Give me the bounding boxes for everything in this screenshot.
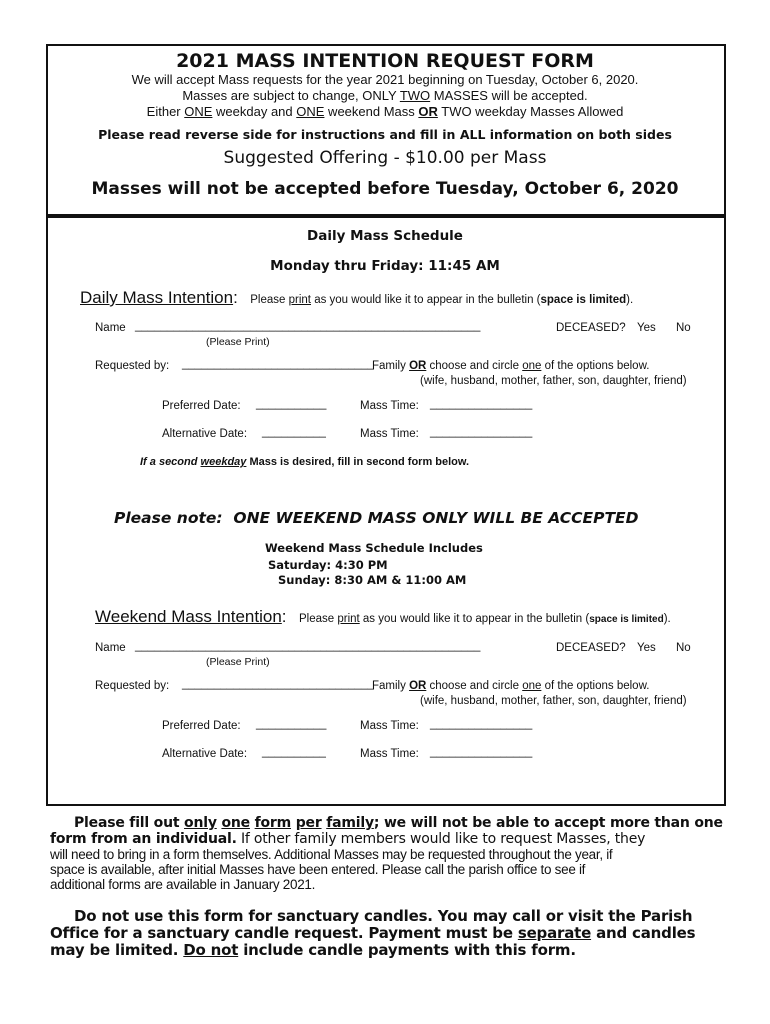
weekend-mass-time-label: Mass Time: xyxy=(360,720,419,732)
daily-requested-label: Requested by: xyxy=(95,360,170,372)
intro-line-3-part: Either xyxy=(146,104,185,119)
footer-p1-underline: only xyxy=(184,815,217,831)
weekend-family-part: choose and circle xyxy=(426,680,523,692)
daily-family-part: of the options below. xyxy=(541,360,650,372)
footer-p2-line2 xyxy=(50,924,695,942)
weekend-print-note-underline: print xyxy=(337,613,360,625)
daily-mass-time-field[interactable]: ________________ xyxy=(430,398,533,410)
daily-intention-colon: : xyxy=(233,288,238,307)
daily-please-print: (Please Print) xyxy=(206,336,270,348)
weekend-deceased-label: DECEASED? xyxy=(556,642,626,654)
footer-p2-line1: Do not use this form for sanctuary candles. You may call or visit the Parish xyxy=(74,907,693,925)
daily-print-note-part: Please xyxy=(250,294,289,306)
footer-p2-part: may be limited. xyxy=(50,941,184,959)
weekend-mass-time2-field[interactable]: ________________ xyxy=(430,746,533,758)
daily-print-note xyxy=(250,294,633,306)
weekend-family-or: OR xyxy=(409,680,427,692)
daily-family-part: choose and circle xyxy=(426,360,523,372)
footer-p1-underline: form xyxy=(254,815,292,831)
footer-p1-line1 xyxy=(74,815,723,831)
footer-p2-part: include candle payments with this form. xyxy=(238,941,576,959)
form-title: 2021 MASS INTENTION REQUEST FORM xyxy=(176,50,594,72)
weekend-preferred-date-label: Preferred Date: xyxy=(162,720,241,732)
intro-line-3-underline: ONE xyxy=(296,104,325,119)
weekend-requested-field[interactable]: ______________________________ xyxy=(182,678,374,690)
intro-line-3-part: weekday and xyxy=(212,104,297,119)
daily-family-or: OR xyxy=(409,360,427,372)
daily-name-field[interactable]: ______________________________________________________ xyxy=(135,320,481,332)
footer-p1-line2 xyxy=(50,831,645,847)
daily-alt-date-label: Alternative Date: xyxy=(162,428,248,440)
footer-p1-underline: per xyxy=(295,815,322,831)
footer-p1-line4: space is available, after initial Masses have been entered. Please call the parish office to see if xyxy=(50,862,586,877)
intro-line-2-part: MASSES will be accepted. xyxy=(430,88,588,103)
daily-preferred-date-field[interactable]: ___________ xyxy=(256,398,327,410)
weekend-preferred-date-field[interactable]: ___________ xyxy=(256,718,327,730)
footer-p1-rest: If other family members would like to request Masses, they xyxy=(236,831,646,847)
daily-family-part: Family xyxy=(372,360,410,372)
footer-p2-line3 xyxy=(50,941,576,959)
not-before-note: Masses will not be accepted before Tuesday, October 6, 2020 xyxy=(91,179,679,199)
intro-line-1: We will accept Mass requests for the year 2021 beginning on Tuesday, October 6, 2020. xyxy=(131,72,639,87)
intro-line-2-underline: TWO xyxy=(399,88,431,103)
weekend-note-caps: ONE WEEKEND MASS ONLY WILL BE ACCEPTED xyxy=(233,509,639,527)
daily-family-note xyxy=(372,360,649,372)
weekend-schedule-title: Weekend Mass Schedule Includes xyxy=(265,541,483,555)
intro-line-3 xyxy=(0,104,770,119)
intro-line-3-part: TWO weekday Masses Allowed xyxy=(437,104,624,119)
daily-print-note-part: as you would like it to appear in the bulletin ( xyxy=(311,294,541,306)
footer-p1-line5: additional forms are available in January 2021. xyxy=(50,877,316,892)
weekend-requested-label: Requested by: xyxy=(95,680,170,692)
daily-intention-heading-row xyxy=(80,288,633,308)
daily-requested-field[interactable]: ______________________________ xyxy=(182,358,374,370)
footer-p1-part: Please fill out xyxy=(74,815,185,831)
daily-schedule-title: Daily Mass Schedule xyxy=(307,228,463,244)
weekend-intention-colon: : xyxy=(281,607,287,626)
weekend-mass-time-field[interactable]: ________________ xyxy=(430,718,533,730)
weekend-note xyxy=(114,509,639,527)
weekend-print-note xyxy=(299,613,671,625)
weekend-family-note xyxy=(372,680,649,692)
footer-p2-underline: separate xyxy=(517,924,592,942)
weekend-note-label: Please note: xyxy=(114,509,223,527)
footer-p2-part: Office for a sanctuary candle request. Payment must be xyxy=(50,924,518,942)
daily-print-note-part: ). xyxy=(626,294,634,306)
weekend-print-note-part: Please xyxy=(298,613,338,625)
daily-mass-time-label: Mass Time: xyxy=(360,400,419,412)
daily-deceased-label: DECEASED? xyxy=(556,322,626,334)
daily-deceased-no[interactable]: No xyxy=(676,322,691,334)
intro-line-3-part: weekend Mass xyxy=(324,104,419,119)
daily-mass-time2-label: Mass Time: xyxy=(360,428,419,440)
footer-p1-part: ; we will not be able to accept more than one xyxy=(373,815,723,831)
weekend-family-one: one xyxy=(522,680,542,692)
footer-p1-bold: form from an individual. xyxy=(50,831,237,847)
footer-p1-underline: one xyxy=(221,815,250,831)
footer-p1-line3: will need to bring in a form themselves. Additional Masses may be requested throughout the year, if xyxy=(50,847,613,862)
weekend-sunday: Sunday: 8:30 AM & 11:00 AM xyxy=(278,573,467,587)
daily-print-note-underline: print xyxy=(288,294,311,306)
intro-line-2-part: Masses are subject to change, ONLY xyxy=(182,88,400,103)
weekend-intention-heading: Weekend Mass Intention xyxy=(95,607,282,626)
weekend-name-field[interactable]: ______________________________________________________ xyxy=(135,640,481,652)
weekend-deceased-no[interactable]: No xyxy=(676,642,691,654)
weekend-please-print: (Please Print) xyxy=(206,656,270,668)
instructions-note: Please read reverse side for instructions and fill in ALL information on both sides xyxy=(98,127,672,142)
intro-line-3-or: OR xyxy=(418,104,438,119)
second-weekday-part: If a second xyxy=(140,456,201,468)
daily-print-note-bold: space is limited xyxy=(540,294,627,306)
weekend-deceased-yes[interactable]: Yes xyxy=(637,642,656,654)
second-weekday-part: Mass is desired, fill in second form below. xyxy=(246,456,470,468)
footer-p2-underline: Do not xyxy=(183,941,239,959)
daily-alt-date-field[interactable]: __________ xyxy=(262,426,326,438)
daily-intention-heading: Daily Mass Intention xyxy=(80,288,234,307)
weekend-saturday: Saturday: 4:30 PM xyxy=(268,558,388,572)
weekend-relation-options[interactable]: (wife, husband, mother, father, son, daughter, friend) xyxy=(420,695,687,707)
weekend-print-note-part: ). xyxy=(663,613,671,625)
daily-relation-options[interactable]: (wife, husband, mother, father, son, daughter, friend) xyxy=(420,375,687,387)
footer-p2-part: and candles xyxy=(591,924,696,942)
daily-mass-time2-field[interactable]: ________________ xyxy=(430,426,533,438)
daily-schedule-time: Monday thru Friday: 11:45 AM xyxy=(270,258,500,274)
daily-family-one: one xyxy=(522,360,542,372)
suggested-offering: Suggested Offering - $10.00 per Mass xyxy=(223,148,547,168)
weekend-mass-time2-label: Mass Time: xyxy=(360,748,419,760)
daily-preferred-date-label: Preferred Date: xyxy=(162,400,241,412)
second-weekday-underline: weekday xyxy=(200,456,247,468)
weekend-print-note-part: as you would like it to appear in the bulletin ( xyxy=(359,613,590,625)
intro-line-3-underline: ONE xyxy=(184,104,213,119)
intro-line-2 xyxy=(0,88,770,103)
weekend-name-label: Name xyxy=(95,642,126,654)
weekend-family-part: of the options below. xyxy=(541,680,650,692)
daily-deceased-yes[interactable]: Yes xyxy=(637,322,656,334)
weekend-alt-date-label: Alternative Date: xyxy=(162,748,248,760)
daily-name-label: Name xyxy=(95,322,126,334)
weekend-intention-heading-row xyxy=(95,607,671,627)
second-weekday-note xyxy=(140,456,469,468)
weekend-alt-date-field[interactable]: __________ xyxy=(262,746,326,758)
footer-p1-underline: family xyxy=(326,815,374,831)
weekend-print-note-bold: space is limited xyxy=(589,614,664,625)
weekend-family-part: Family xyxy=(372,680,410,692)
